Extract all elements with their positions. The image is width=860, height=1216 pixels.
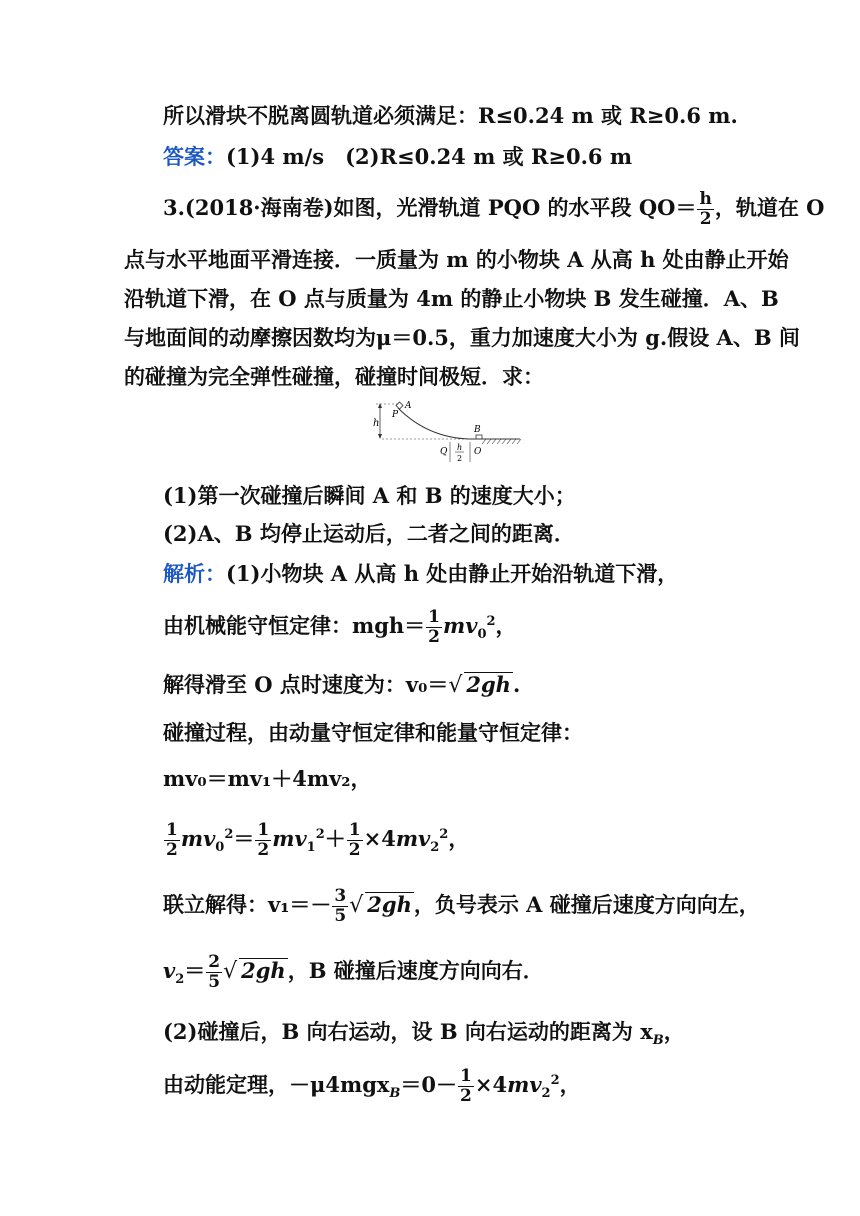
s2-text: 由机械能守恒定律：mgh＝ (163, 613, 426, 638)
problem-line-3: 沿轨道下滑，在 O 点与质量为 4m 的静止小物块 B 发生碰撞．A、B (124, 286, 779, 311)
fraction-three-fifths (332, 887, 348, 926)
label-O: O (474, 447, 482, 457)
answer-label: 答案： (163, 144, 226, 169)
problem-text-b: ，轨道在 O (714, 195, 825, 220)
sqrt-content: 2gh (241, 958, 286, 983)
s7-text: 联立解得：v₁＝－ (163, 892, 332, 917)
frac-num: 1 (428, 607, 441, 627)
s7-rest: ，负号表示 A 碰撞后速度方向向左， (413, 892, 760, 917)
problem-text-a: 3.(2018·海南卷)如图，光滑轨道 PQO 的水平段 QO＝ (163, 195, 697, 220)
label-P: P (392, 410, 399, 420)
problem-line-2: 点与水平地面平滑连接．一质量为 m 的小物块 A 从高 h 处由静止开始 (124, 247, 789, 272)
solution-line-6: $\frac{1}{2}$ $mv_0^2=$ $\frac{1}{2}$ $mv_1^2+$ $\frac{1}{2}$ $\times 4mv_2^2$， (166, 820, 470, 860)
problem-line-1 (163, 190, 824, 229)
sqrt-2gh (464, 672, 513, 697)
question-2: (2)A、B 均停止运动后，二者之间的距离． (163, 521, 575, 546)
frac-den: 2 (166, 840, 178, 860)
frac-den: 5 (334, 906, 347, 926)
frac-num: 2 (208, 952, 221, 972)
solution-line-10: 由动能定理，－μ4mgx$_B$＝0－ $\frac{1}{2}$ $\times 4mv_2^2$， (163, 1066, 581, 1106)
sqrt-content: 2gh (367, 892, 412, 917)
track-figure (370, 400, 530, 466)
label-Q: Q (440, 447, 448, 457)
fraction-half-c (347, 821, 363, 860)
frac-den: 5 (208, 972, 221, 992)
label-B: B (474, 425, 481, 435)
fraction-half-b (255, 821, 271, 860)
sqrt-2gh-c (239, 958, 288, 983)
label-A: A (405, 401, 412, 411)
fraction-two-fifths (206, 953, 222, 992)
frac-num: 1 (460, 1066, 472, 1086)
solution-line-1 (163, 559, 678, 589)
s10-text: 由动能定理，－μ4mgx (163, 1072, 390, 1097)
frac-den: 2 (257, 840, 270, 860)
solution-text: (1)小物块 A 从高 h 处由静止开始沿轨道下滑， (226, 561, 679, 586)
fraction-half-d (458, 1067, 474, 1106)
frac-den: 2 (699, 209, 712, 229)
frac-num: 3 (334, 886, 347, 906)
problem-line-4: 与地面间的动摩擦因数均为μ＝0.5，重力加速度大小为 g.假设 A、B 间 (124, 325, 800, 350)
frac-num: h (699, 189, 712, 209)
fraction-h-over-2 (697, 190, 713, 229)
sqrt-2gh-b (365, 892, 414, 917)
label-h-half-num: h (457, 443, 463, 452)
solution-label: 解析： (163, 561, 226, 586)
solution-line-5: mv₀＝mv₁＋4mv₂， (163, 766, 372, 791)
frac-num: 1 (348, 820, 361, 840)
s8-rest: ，B 碰撞后速度方向向右． (287, 958, 544, 983)
answer-line (163, 142, 632, 172)
s3-text: 解得滑至 O 点时速度为：v₀＝ (163, 672, 449, 697)
solution-line-2: 由机械能守恒定律：mgh＝ $\frac{1}{2}$ $mv_0^2$， (163, 607, 517, 647)
problem-line-5: 的碰撞为完全弹性碰撞，碰撞时间极短．求： (124, 364, 544, 389)
frac-num: 1 (166, 820, 178, 840)
s9-text: (2)碰撞后，B 向右运动，设 B 向右运动的距离为 x (163, 1019, 653, 1044)
solution-line-7: 联立解得：v₁＝－ $\frac{3}{5}$ √ 2gh，负号表示 A 碰撞后速度方向向左， (163, 886, 760, 926)
solution-line-4: 碰撞过程，由动量守恒定律和能量守恒定律： (163, 720, 583, 745)
label-h: h (373, 418, 380, 429)
question-1: (1)第一次碰撞后瞬间 A 和 B 的速度大小； (163, 483, 576, 508)
frac-den: 2 (348, 840, 361, 860)
solution-line-8: $v_2=$ $\frac{2}{5}$ √ 2gh，B 碰撞后速度方向向右． (163, 952, 544, 992)
label-h-half-den: 2 (457, 454, 463, 463)
sqrt-content: 2gh (466, 672, 511, 697)
answer-text: (1)4 m/s (2)R≤0.24 m 或 R≥0.6 m (226, 144, 633, 169)
solution-line-9: (2)碰撞后，B 向右运动，设 B 向右运动的距离为 $x_B$， (163, 1019, 685, 1049)
fraction-half-a (164, 821, 180, 860)
fraction-half (426, 608, 442, 647)
frac-den: 2 (428, 627, 441, 647)
solution-line-3: 解得滑至 O 点时速度为：v₀＝√ 2gh. (163, 672, 521, 698)
text-line-1: 所以滑块不脱离圆轨道必须满足：R≤0.24 m 或 R≥0.6 m. (163, 103, 738, 128)
frac-den: 2 (460, 1086, 472, 1106)
frac-num: 1 (257, 820, 270, 840)
